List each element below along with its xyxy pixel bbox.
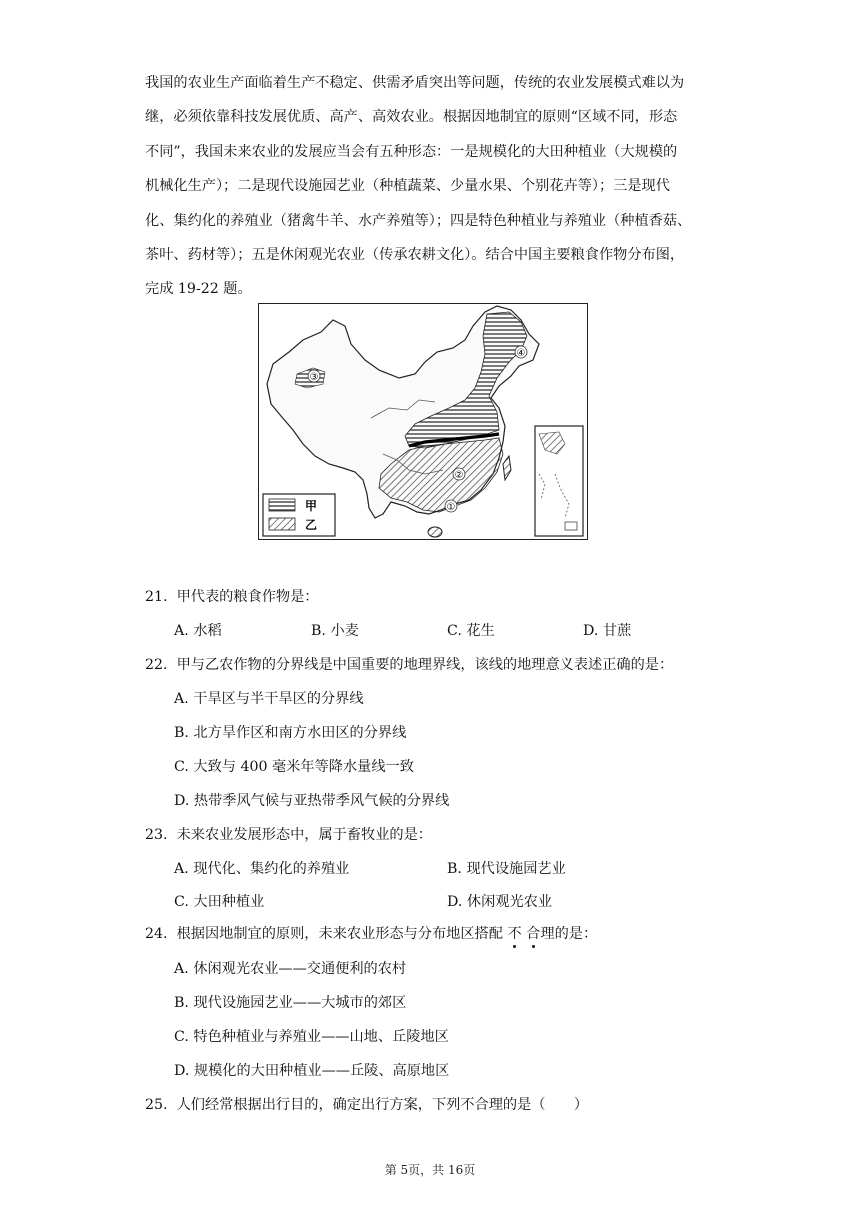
intro-line: 机械化生产）；二是现代设施园艺业（种植蔬菜、少量水果、个别花卉等）；三是现代 bbox=[145, 178, 670, 195]
option-letter: B. bbox=[311, 623, 326, 639]
option-text: 特色种植业与养殖业——山地、丘陵地区 bbox=[193, 1029, 449, 1045]
question-text: 未来农业发展形态中，属于畜牧业的是： bbox=[176, 827, 432, 843]
option-a bbox=[174, 958, 406, 978]
option-b bbox=[311, 620, 359, 640]
option-text: 北方旱作区和南方水田区的分界线 bbox=[193, 725, 407, 741]
option-c bbox=[174, 891, 264, 911]
option-letter: B. bbox=[447, 861, 462, 877]
question-24 bbox=[145, 923, 597, 943]
option-text: 休闲观光农业——交通便利的农村 bbox=[193, 961, 407, 977]
question-22 bbox=[145, 654, 673, 674]
option-letter: C. bbox=[174, 1029, 189, 1045]
question-number: 24. bbox=[145, 926, 168, 942]
question-23 bbox=[145, 824, 432, 844]
question-number: 22. bbox=[145, 657, 168, 673]
option-text: 热带季风气候与亚热带季风气候的分界线 bbox=[193, 793, 450, 809]
option-text: 大致与 400 毫米年等降水量线一致 bbox=[193, 759, 414, 775]
option-text: 现代设施园艺业 bbox=[466, 861, 566, 877]
question-number: 23. bbox=[145, 827, 168, 843]
option-c bbox=[174, 1026, 449, 1046]
marker-4: ④ bbox=[516, 348, 526, 359]
hainan-island bbox=[428, 527, 442, 537]
intro-line: 化、集约化的养殖业（猪禽牛羊、水产养殖等）；四是特色种植业与养殖业（种植香菇、 bbox=[145, 212, 692, 229]
option-text: 花生 bbox=[466, 623, 495, 639]
option-text: 休闲观光农业 bbox=[466, 894, 553, 910]
option-d bbox=[447, 891, 552, 911]
option-b bbox=[174, 722, 406, 742]
option-letter: D. bbox=[174, 1063, 190, 1079]
option-letter: B. bbox=[174, 995, 189, 1011]
option-d bbox=[583, 620, 631, 640]
option-d bbox=[174, 1060, 449, 1080]
option-letter: D. bbox=[174, 793, 190, 809]
question-number: 25. bbox=[145, 1097, 168, 1113]
question-number: 21. bbox=[145, 589, 168, 605]
option-letter: B. bbox=[174, 725, 189, 741]
intro-paragraph bbox=[145, 66, 720, 307]
emphasis-char: 不 bbox=[507, 923, 521, 943]
legend-yi-label: 乙 bbox=[305, 518, 318, 532]
taiwan-island bbox=[503, 456, 511, 480]
option-letter: A. bbox=[174, 961, 189, 977]
option-text: 现代化、集约化的养殖业 bbox=[193, 861, 350, 877]
intro-line: 完成 19-22 题。 bbox=[145, 281, 252, 298]
question-text: 甲与乙农作物的分界线是中国重要的地理界线，该线的地理意义表述正确的是： bbox=[176, 657, 674, 673]
option-letter: A. bbox=[174, 623, 189, 639]
page-footer: 第 5页，共 16页 bbox=[384, 1163, 476, 1177]
legend-jia-label: 甲 bbox=[305, 499, 318, 513]
question-text: 人们经常根据出行目的，确定出行方案，下列不合理的是（ ） bbox=[176, 1097, 589, 1113]
marker-2: ② bbox=[454, 470, 464, 481]
option-b bbox=[174, 992, 406, 1012]
intro-line: 继，必须依靠科技发展优质、高产、高效农业。根据因地制宜的原则“区域不同，形态 bbox=[145, 109, 678, 126]
option-c bbox=[174, 756, 414, 776]
question-25 bbox=[145, 1094, 588, 1114]
option-c bbox=[447, 620, 495, 640]
question-text-after: 理的是： bbox=[540, 926, 598, 942]
option-text: 甘蔗 bbox=[602, 623, 632, 639]
emphasis-char: 合 bbox=[526, 923, 540, 943]
marker-1: ① bbox=[446, 502, 456, 513]
intro-line: 我国的农业生产面临着生产不稳定、供需矛盾突出等问题，传统的农业发展模式难以为 bbox=[145, 75, 685, 91]
china-crop-distribution-map bbox=[258, 303, 588, 540]
option-letter: C. bbox=[447, 623, 462, 639]
option-text: 规模化的大田种植业——丘陵、高原地区 bbox=[193, 1063, 450, 1079]
option-letter: A. bbox=[174, 861, 189, 877]
question-21 bbox=[145, 586, 319, 606]
option-letter: A. bbox=[174, 691, 189, 707]
option-text: 小麦 bbox=[330, 623, 359, 639]
intro-line: 茶叶、药材等）；五是休闲观光农业（传承农耕文化）。结合中国主要粮食作物分布图， bbox=[145, 247, 685, 264]
option-text: 水稻 bbox=[193, 623, 222, 639]
intro-line: 不同”，我国未来农业的发展应当会有五种形态：一是规模化的大田种植业（大规模的 bbox=[145, 143, 678, 160]
map-legend bbox=[263, 494, 335, 536]
question-text-before: 根据因地制宜的原则，未来农业形态与分布地区搭配 bbox=[176, 926, 503, 942]
option-letter: D. bbox=[447, 894, 463, 910]
option-letter: C. bbox=[174, 759, 189, 775]
option-a bbox=[174, 620, 222, 640]
option-text: 现代设施园艺业——大城市的郊区 bbox=[193, 995, 407, 1011]
marker-3: ③ bbox=[309, 372, 319, 383]
option-text: 大田种植业 bbox=[193, 894, 265, 910]
option-text: 干旱区与半干旱区的分界线 bbox=[193, 691, 364, 707]
south-china-sea-inset bbox=[535, 426, 583, 536]
option-a bbox=[174, 858, 349, 878]
option-a bbox=[174, 688, 364, 708]
option-d bbox=[174, 790, 449, 810]
option-b bbox=[447, 858, 566, 878]
option-letter: D. bbox=[583, 623, 599, 639]
question-text: 甲代表的粮食作物是： bbox=[176, 589, 319, 605]
option-letter: C. bbox=[174, 894, 189, 910]
